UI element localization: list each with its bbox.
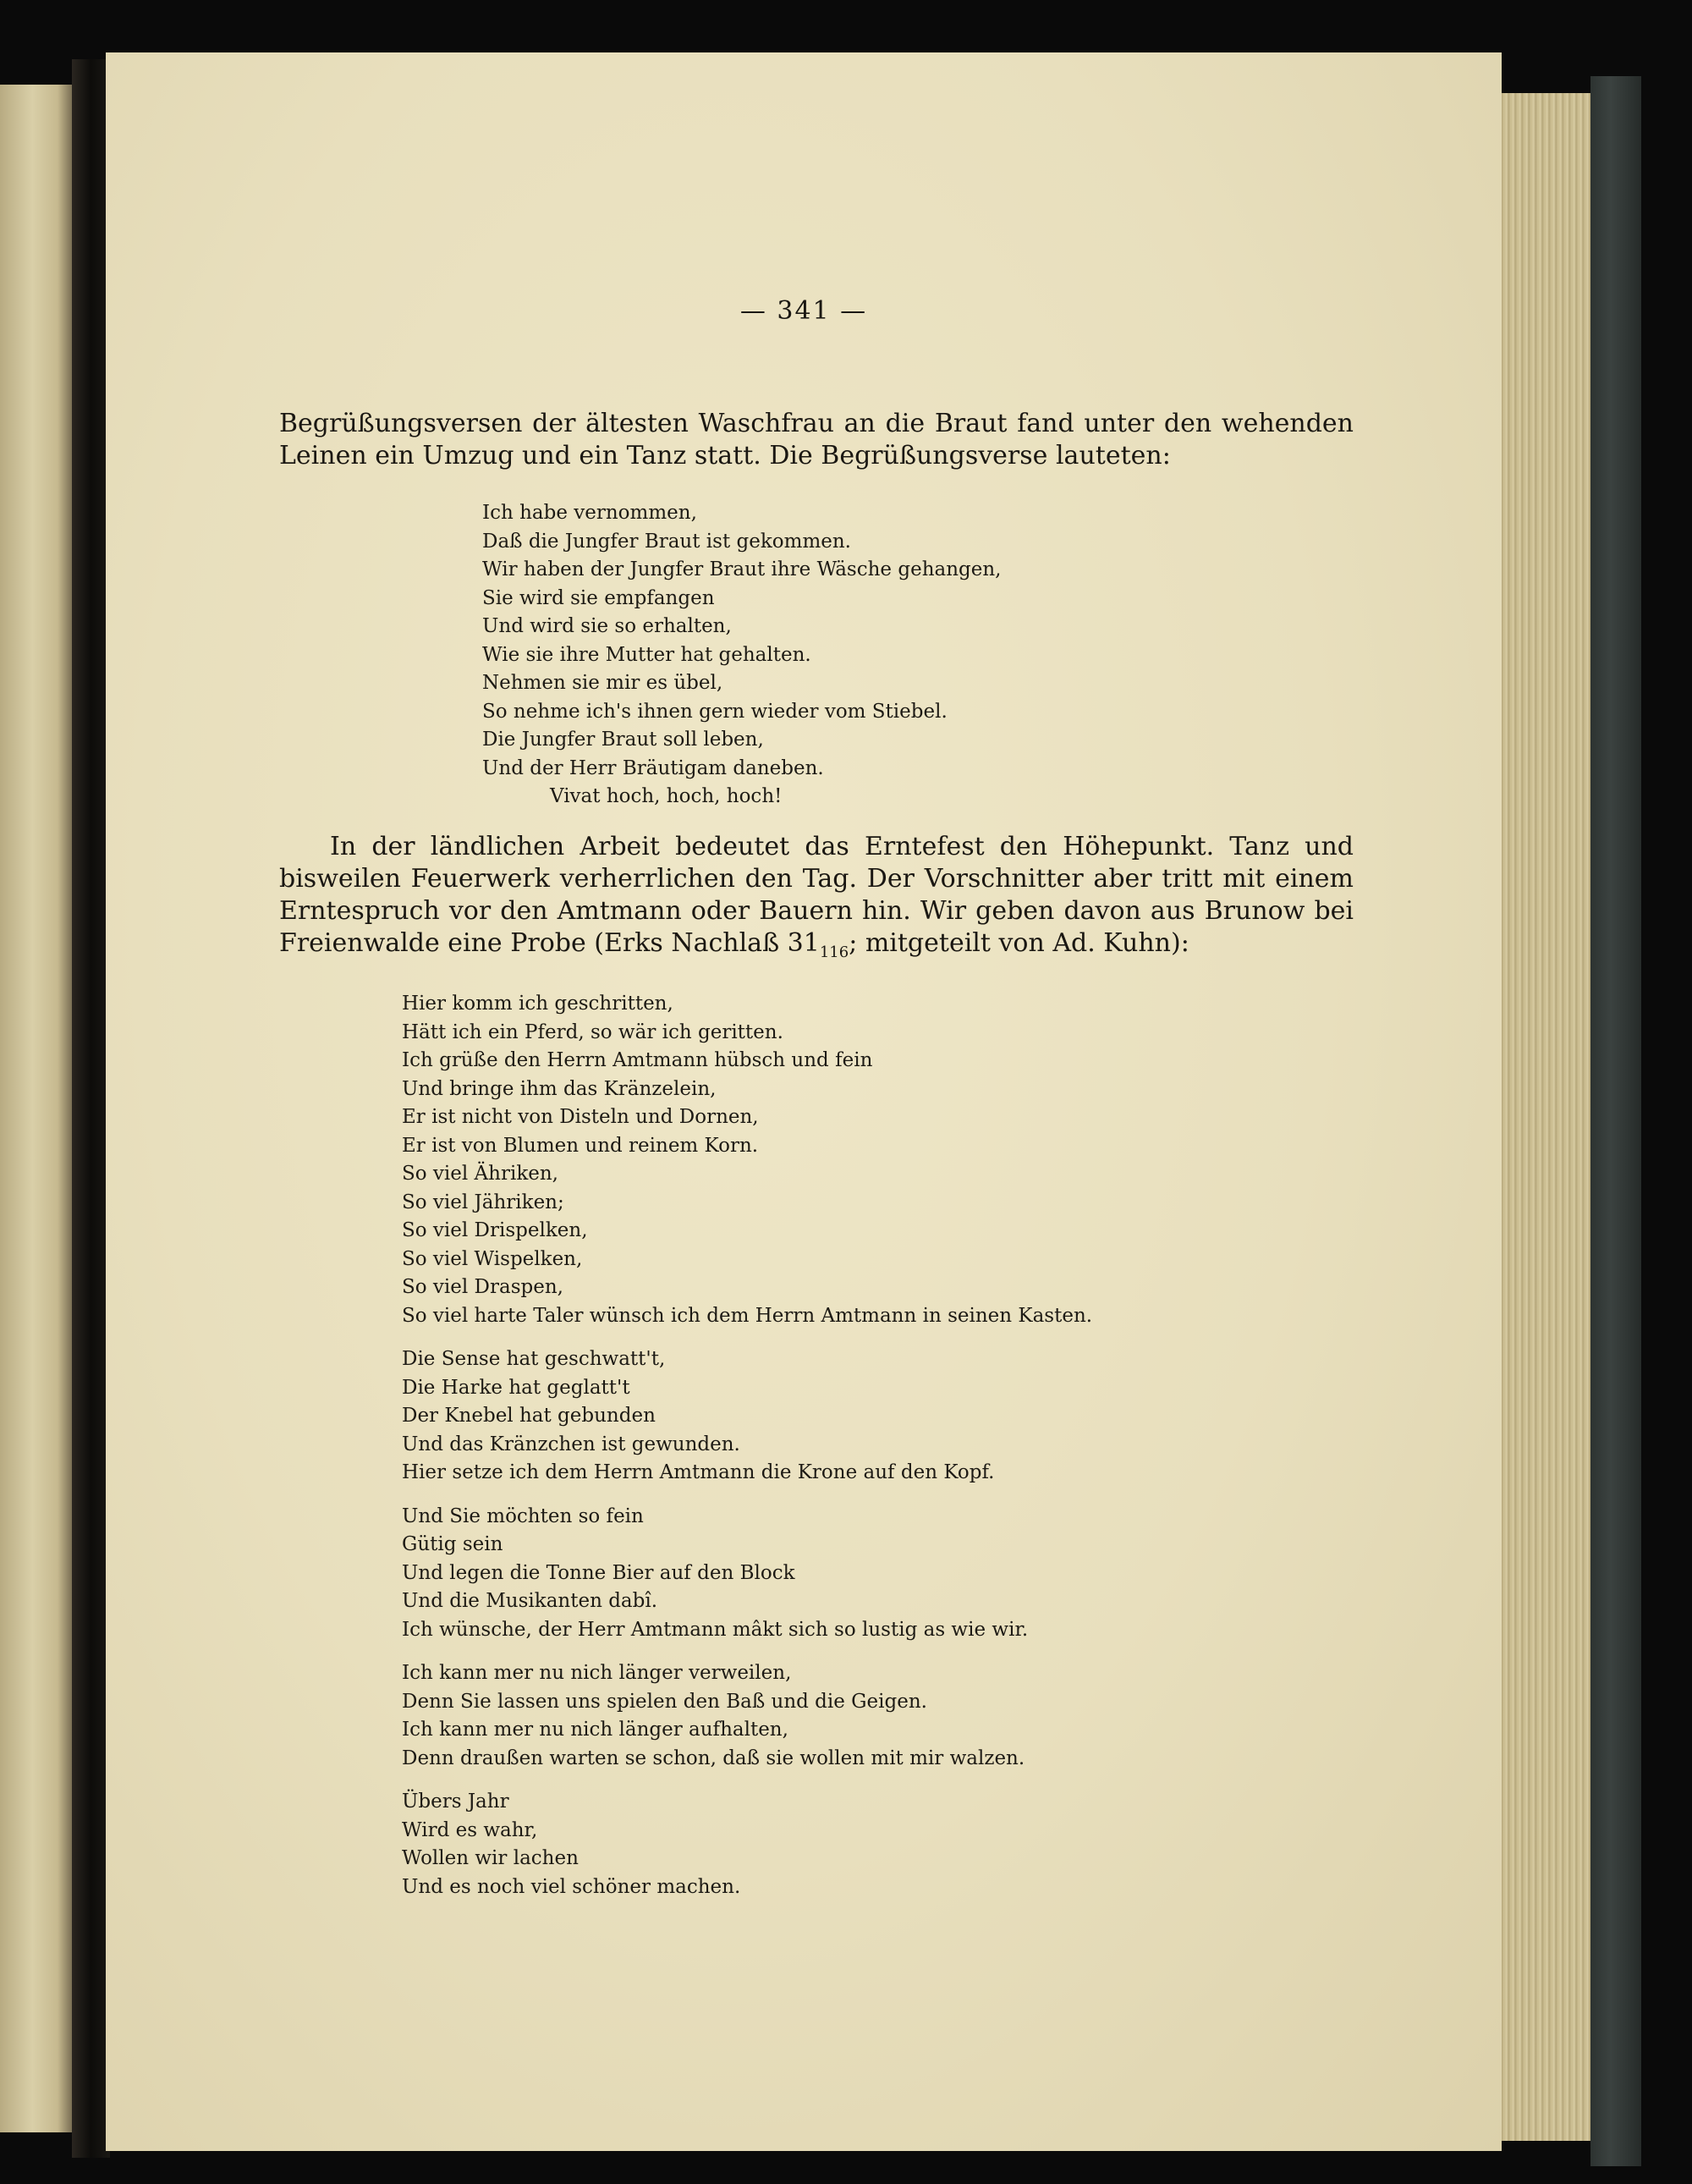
verse-line: So nehme ich's ihnen gern wieder vom Stiebel.: [482, 700, 948, 723]
verse-line: Ich kann mer nu nich länger verweilen,: [402, 1662, 792, 1684]
stanza-2: [402, 1345, 1092, 1488]
verse-line: Wollen wir lachen: [402, 1847, 579, 1869]
verse-line: Wir haben der Jungfer Braut ihre Wäsche gehangen,: [482, 558, 1002, 580]
verse-line: Denn draußen warten se schon, daß sie wollen mit mir walzen.: [402, 1747, 1025, 1769]
verse-line: Die Jungfer Braut soll leben,: [482, 729, 764, 751]
verse-line: Er ist nicht von Disteln und Dornen,: [402, 1106, 759, 1128]
verse-line: Der Knebel hat gebunden: [402, 1405, 656, 1427]
paragraph-text: In der ländlichen Arbeit bedeutet das Erntefest den Höhepunkt. Tanz und bisweilen Feuerwerk verherrlichen den Tag. Der Vorschnitter aber tritt mit einem Erntespruch vor den Amtmann oder Bauern hin. Wir geben davon aus Brunow bei Freienwalde eine Probe (Erks Nachlaß 31: [279, 832, 1354, 958]
stanza-5: [402, 1788, 1092, 1901]
book-page: [106, 52, 1502, 2151]
verse-line: Ich habe vernommen,: [482, 502, 697, 524]
verse-line: Und es noch viel schöner machen.: [402, 1875, 741, 1898]
verse-line: Ich kann mer nu nich länger aufhalten,: [402, 1719, 788, 1741]
verse-line: Gütig sein: [402, 1533, 503, 1555]
paragraph-text-end: ; mitgeteilt von Ad. Kuhn):: [849, 928, 1189, 958]
verse-line: Die Harke hat geglatt't: [402, 1376, 630, 1399]
verse-line: Hier komm ich geschritten,: [402, 993, 673, 1015]
verse-line: So viel Jähriken;: [402, 1191, 564, 1213]
paragraph-harvest-festival: [279, 831, 1354, 969]
verse-line: So viel Wispelken,: [402, 1247, 583, 1270]
previous-page-edge: [0, 85, 72, 2132]
stanza-4: [402, 1659, 1092, 1773]
poem-wedding-greeting: [482, 499, 1002, 811]
verse-line: Ich wünsche, der Herr Amtmann mâkt sich so lustig as wie wir.: [402, 1618, 1029, 1641]
verse-line: Und bringe ihm das Kränzelein,: [402, 1077, 717, 1100]
verse-line: Übers Jahr: [402, 1791, 509, 1813]
paragraph-greeting-intro: Begrüßungsversen der ältesten Waschfrau an die Braut fand unter den wehenden Leinen ein Umzug und ein Tanz statt. Die Begrüßungsverse lauteten:: [279, 409, 1354, 470]
page-number: — 341 —: [739, 296, 868, 326]
verse-line: Und die Musikanten dabî.: [402, 1590, 658, 1612]
verse-line: So viel harte Taler wünsch ich dem Herrn Amtmann in seinen Kasten.: [402, 1304, 1093, 1327]
book-cover-edge: [1590, 76, 1641, 2166]
verse-line: Ich grüße den Herrn Amtmann hübsch und fein: [402, 1049, 873, 1071]
verse-line: Hier setze ich dem Herrn Amtmann die Krone auf den Kopf.: [402, 1461, 995, 1483]
verse-line: Wie sie ihre Mutter hat gehalten.: [482, 643, 811, 666]
verse-line: So viel Draspen,: [402, 1276, 563, 1298]
verse-line: Und Sie möchten so fein: [402, 1505, 644, 1527]
footnote-subscript: 116: [819, 943, 849, 961]
verse-line-final: Vivat hoch, hoch, hoch!: [550, 785, 783, 807]
verse-line: Nehmen sie mir es übel,: [482, 672, 723, 694]
stanza-3: [402, 1503, 1092, 1645]
verse-line: Daß die Jungfer Braut ist gekommen.: [482, 530, 851, 553]
verse-line: Und das Kränzchen ist gewunden.: [402, 1433, 740, 1455]
verse-line: Und wird sie so erhalten,: [482, 615, 732, 637]
verse-line: So viel Drispelken,: [402, 1219, 588, 1241]
verse-line: Und der Herr Bräutigam daneben.: [482, 756, 824, 779]
verse-line: Denn Sie lassen uns spielen den Baß und die Geigen.: [402, 1690, 927, 1713]
book-gutter: [72, 59, 110, 2158]
verse-line: Wird es wahr,: [402, 1818, 538, 1841]
poem-harvest-speech: [402, 990, 1092, 1901]
verse-line: Hätt ich ein Pferd, so wär ich geritten.: [402, 1020, 783, 1043]
verse-line: Er ist von Blumen und reinem Korn.: [402, 1134, 759, 1157]
verse-line: Sie wird sie empfangen: [482, 586, 715, 609]
verse-line: Die Sense hat geschwatt't,: [402, 1348, 666, 1370]
stanza-1: [402, 990, 1092, 1330]
verse-line: So viel Ähriken,: [402, 1163, 558, 1185]
page-block-edges: [1497, 93, 1599, 2141]
verse-line: Und legen die Tonne Bier auf den Block: [402, 1561, 795, 1584]
